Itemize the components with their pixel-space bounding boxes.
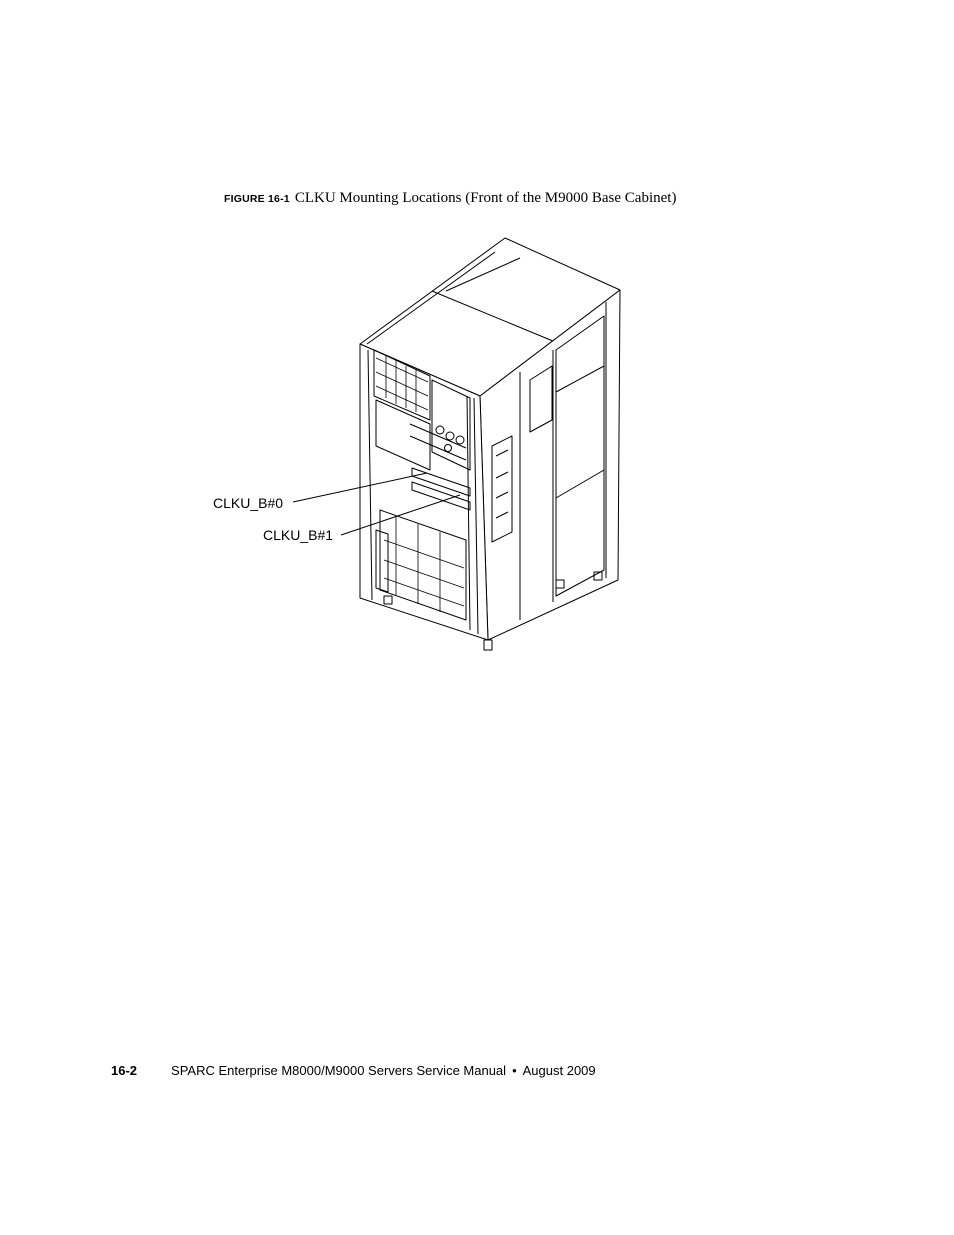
callout-clku-b1: CLKU_B#1 — [263, 527, 334, 543]
page-number: 16-2 — [111, 1063, 138, 1078]
footer-separator: • — [512, 1063, 517, 1078]
figure-caption-text: CLKU Mounting Locations (Front of the M9000 Base Cabinet) — [294, 190, 677, 206]
figure-label: FIGURE 16-1 — [224, 193, 290, 205]
page-footer — [111, 1063, 596, 1078]
footer-date: August 2009 — [522, 1063, 596, 1078]
callout-clku-b0: CLKU_B#0 — [213, 495, 284, 511]
footer-title: SPARC Enterprise M8000/M9000 Servers Service Manual — [171, 1063, 507, 1078]
